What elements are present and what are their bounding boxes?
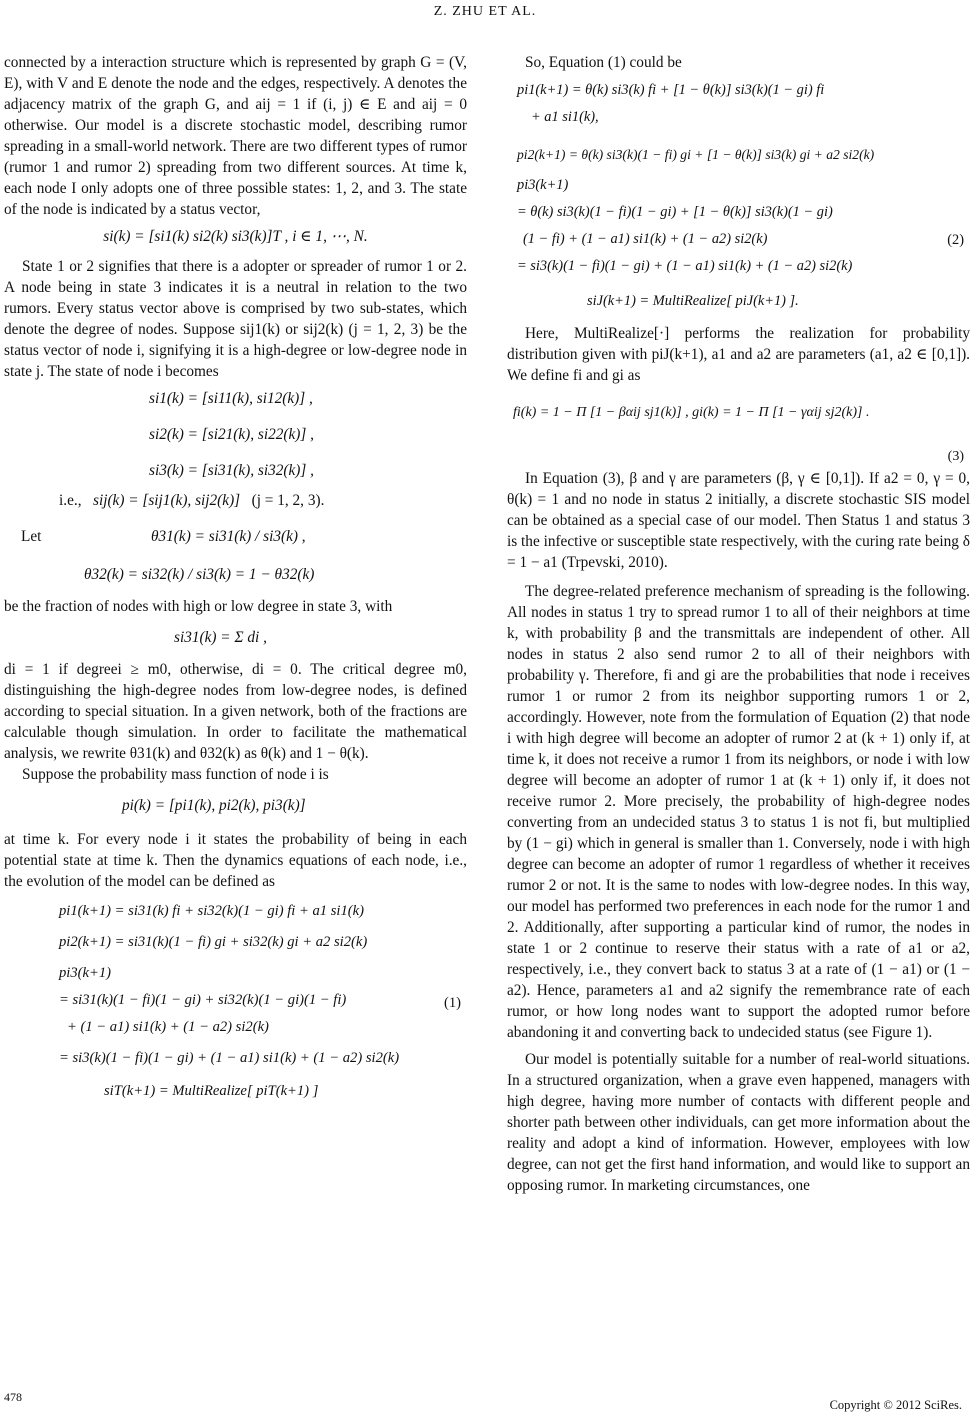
eq2-line: pi2(k+1) = θ(k) si3(k)(1 − fi) gi + [1 − θ(k)] si3(k) gi + a2 si2(k)	[517, 147, 875, 162]
equation-3-number: (3)	[947, 449, 964, 464]
eq2-line: pi1(k+1) = θ(k) si3(k) fi + [1 − θ(k)] si3(k)(1 − gi) fi	[517, 82, 825, 98]
eq2-line: siJ(k+1) = MultiRealize[ piJ(k+1) ].	[587, 293, 799, 309]
eq1-line: + (1 − a1) si1(k) + (1 − a2) si2(k)	[67, 1019, 269, 1035]
equation-3	[507, 402, 970, 464]
equation-sum-di	[4, 627, 467, 649]
eq2-line: (1 − fi) + (1 − a1) si1(k) + (1 − a2) si2(k)	[523, 231, 768, 247]
equation-1-number: (1)	[443, 995, 461, 1011]
equation-theta	[4, 526, 467, 586]
left-paragraph-6: at time k. For every node i it states the probability of being in each potential state at time k. Then the dynamics equations of each node, i.e., the evolution of the model can be defined as	[4, 831, 467, 890]
equation-ie	[4, 490, 467, 512]
let-label: Let	[21, 528, 42, 545]
eq1-line: pi2(k+1) = si31(k)(1 − fi) gi + si32(k) gi + a2 si2(k)	[59, 934, 368, 950]
copyright-notice: Copyright © 2012 SciRes.	[829, 1398, 962, 1412]
left-paragraph-4: di = 1 if degreei ≥ m0, otherwise, di = 0. The critical degree m0, distinguishing the high-degree nodes from low-degree nodes, is defined according to special situation. In a given network, both of the fractions are calculable though simulation. In order to facilitate the mathematical analysis, we rewrite θ31(k) and θ32(k) as θ(k) and 1 − θ(k).	[4, 661, 467, 762]
eq3-formula: fi(k) = 1 − Π [1 − βαij sj1(k)] , gi(k) = 1 − Π [1 − γαij sj2(k)] .	[513, 405, 870, 420]
right-paragraph-3: In Equation (3), β and γ are parameters (β, γ ∈ [0,1]). If a2 = 0, γ = 0, θ(k) = 1 and no node in status 2 initially, a discrete stochastic SIS model can be obtained as a special case of our model. Then Status 1 and status 3 is the infective or susceptible state respectively, with the curing rate being δ = 1 − a1 (Trpevski, 2010).	[507, 470, 970, 571]
equation-s2: si2(k) = [si21(k), si22(k)] ,	[149, 426, 314, 443]
equation-s1: si1(k) = [si11(k), si12(k)] ,	[149, 390, 313, 407]
equation-substates	[4, 388, 467, 482]
equation-2	[507, 79, 970, 313]
left-paragraph-2: State 1 or 2 signifies that there is a adopter or spreader of rumor 1 or 2. A node being in state 3 indicates it is a neutral in relation to the two rumors. Every status vector above is comprised by two sub-states, which denote the degree of nodes. Suppose sij1(k) or sij2(k) (j = 1, 2, 3) be the status vector of node i, signifying it is a high-degree or low-degree node in state j. The state of node i becomes	[4, 258, 467, 380]
ie-formula: sij(k) = [sij1(k), sij2(k)]	[93, 492, 241, 509]
ie-condition: (j = 1, 2, 3).	[251, 492, 325, 509]
equation-theta31: θ31(k) = si31(k) / si3(k) ,	[151, 528, 306, 545]
equation-status-vector: si(k) = [si1(k) si2(k) si3(k)]T , i ∈ 1, ⋯, N.	[103, 228, 368, 245]
ie-label: i.e.,	[59, 492, 82, 509]
eq1-line: pi3(k+1)	[59, 965, 111, 981]
eq2-line: + a1 si1(k),	[531, 109, 599, 125]
left-paragraph-3: be the fraction of nodes with high or low degree in state 3, with	[4, 598, 393, 615]
equation-pmf: pi(k) = [pi1(k), pi2(k), pi3(k)]	[122, 797, 306, 814]
right-column	[507, 52, 970, 1196]
running-header: Z. ZHU ET AL.	[433, 4, 537, 19]
right-paragraph-2: Here, MultiRealize[·] performs the realization for probability distribution given with piJ(k+1), a1 and a2 are parameters (a1, a2 ∈ [0,1]). We define fi and gi as	[507, 325, 970, 384]
right-paragraph-5: Our model is potentially suitable for a number of real-world situations. In a structured organization, when a grave even happened, managers with high degree, having more number of contacts with different people and shorter path between other individuals, can get more information about the reality and adopt a kind of information. However, employees with low degree, can not get the first hand information, and would like to support an opposing rumor. In marketing circumstances, one	[507, 1051, 970, 1194]
eq2-line: pi3(k+1)	[517, 177, 569, 193]
eq1-line: = si31(k)(1 − fi)(1 − gi) + si32(k)(1 − gi)(1 − fi)	[59, 992, 347, 1008]
eq2-line: = θ(k) si3(k)(1 − fi)(1 − gi) + [1 − θ(k)] si3(k)(1 − gi)	[517, 204, 833, 220]
equation-s3: si3(k) = [si31(k), si32(k)] ,	[149, 462, 314, 479]
page-number: 478	[4, 1390, 22, 1404]
left-paragraph-1: connected by a interaction structure which is represented by graph G = (V, E), with V and E denote the node and the edges, respectively. A denotes the adjacency matrix of the graph G, and aij = 1 if (i, j) ∈ E and aij = 0 otherwise. Our model is a discrete stochastic model, describing rumor spreading in a small-world network. There are two different types of rumor (rumor 1 and rumor 2) spreading from two different sources. At time k, each node I only adopts one of three possible states: 1, 2, and 3. The state of the node is indicated by a status vector,	[4, 54, 467, 218]
eq1-line: pi1(k+1) = si31(k) fi + si32(k)(1 − gi) fi + a1 si1(k)	[59, 903, 364, 919]
eq1-line: = si3(k)(1 − fi)(1 − gi) + (1 − a1) si1(k) + (1 − a2) si2(k)	[59, 1050, 400, 1066]
left-column	[4, 52, 467, 1111]
right-paragraph-1: So, Equation (1) could be	[525, 54, 682, 71]
equation-1	[4, 900, 467, 1103]
equation-theta32: θ32(k) = si32(k) / si3(k) = 1 − θ32(k)	[84, 566, 315, 583]
eq2-line: = si3(k)(1 − fi)(1 − gi) + (1 − a1) si1(k) + (1 − a2) si2(k)	[517, 258, 853, 274]
right-paragraph-4: The degree-related preference mechanism of spreading is the following. All nodes in status 1 try to spread rumor 1 to all of their neighbors at time k, with probability β and the transmittals are independent of other. All nodes in status 2 also send rumor 2 to all of their neighbors with probability γ. Therefore, fi and gi are the probabilities that node i receives rumor 1 or rumor 2 from its neighbor supporting rumors 1 or 2, accordingly. However, note from the formulation of Equation (2) that node i with high degree will become an adopter of rumor 2 at (k + 1) only if, at time k, it does not receive a rumor 1 from its neighbors, or node i with low degree will become an adopter of rumor 1 at (k + 1) only if, it does not receive rumor 2. More precisely, the probability of high-degree nodes converting from an undecided status 3 to status 1 is not fi, but multiplied by (1 − gi) which in general is smaller than 1. Conversely, node i with high degree can become an adopter of rumor 1 regardless of whether it receives rumor 2 or not. It is the same to nodes with low-degree nodes. In this way, our model has performed two preferences in each node for the rumor 1 and 2. Additionally, after supporting a particular kind of rumor, the nodes in state 1 or 2 continue to reserve their status with a rate of a1 or a2, respectively, i.e., they convert back to status 3 at a rate of (1 − a1) or (1 − a2). Hence, parameters a1 and a2 signify the remembrance rate of each rumor, or how long nodes want to support the adopted rumor before abandoning it and converting back to undecided status (see Figure 1).	[507, 583, 970, 1041]
left-paragraph-5: Suppose the probability mass function of node i is	[22, 766, 329, 783]
sum-di-formula: si31(k) = Σ di ,	[174, 629, 267, 646]
equation-2-number: (2)	[947, 232, 964, 248]
eq1-line: siT(k+1) = MultiRealize[ piT(k+1) ]	[104, 1083, 319, 1099]
